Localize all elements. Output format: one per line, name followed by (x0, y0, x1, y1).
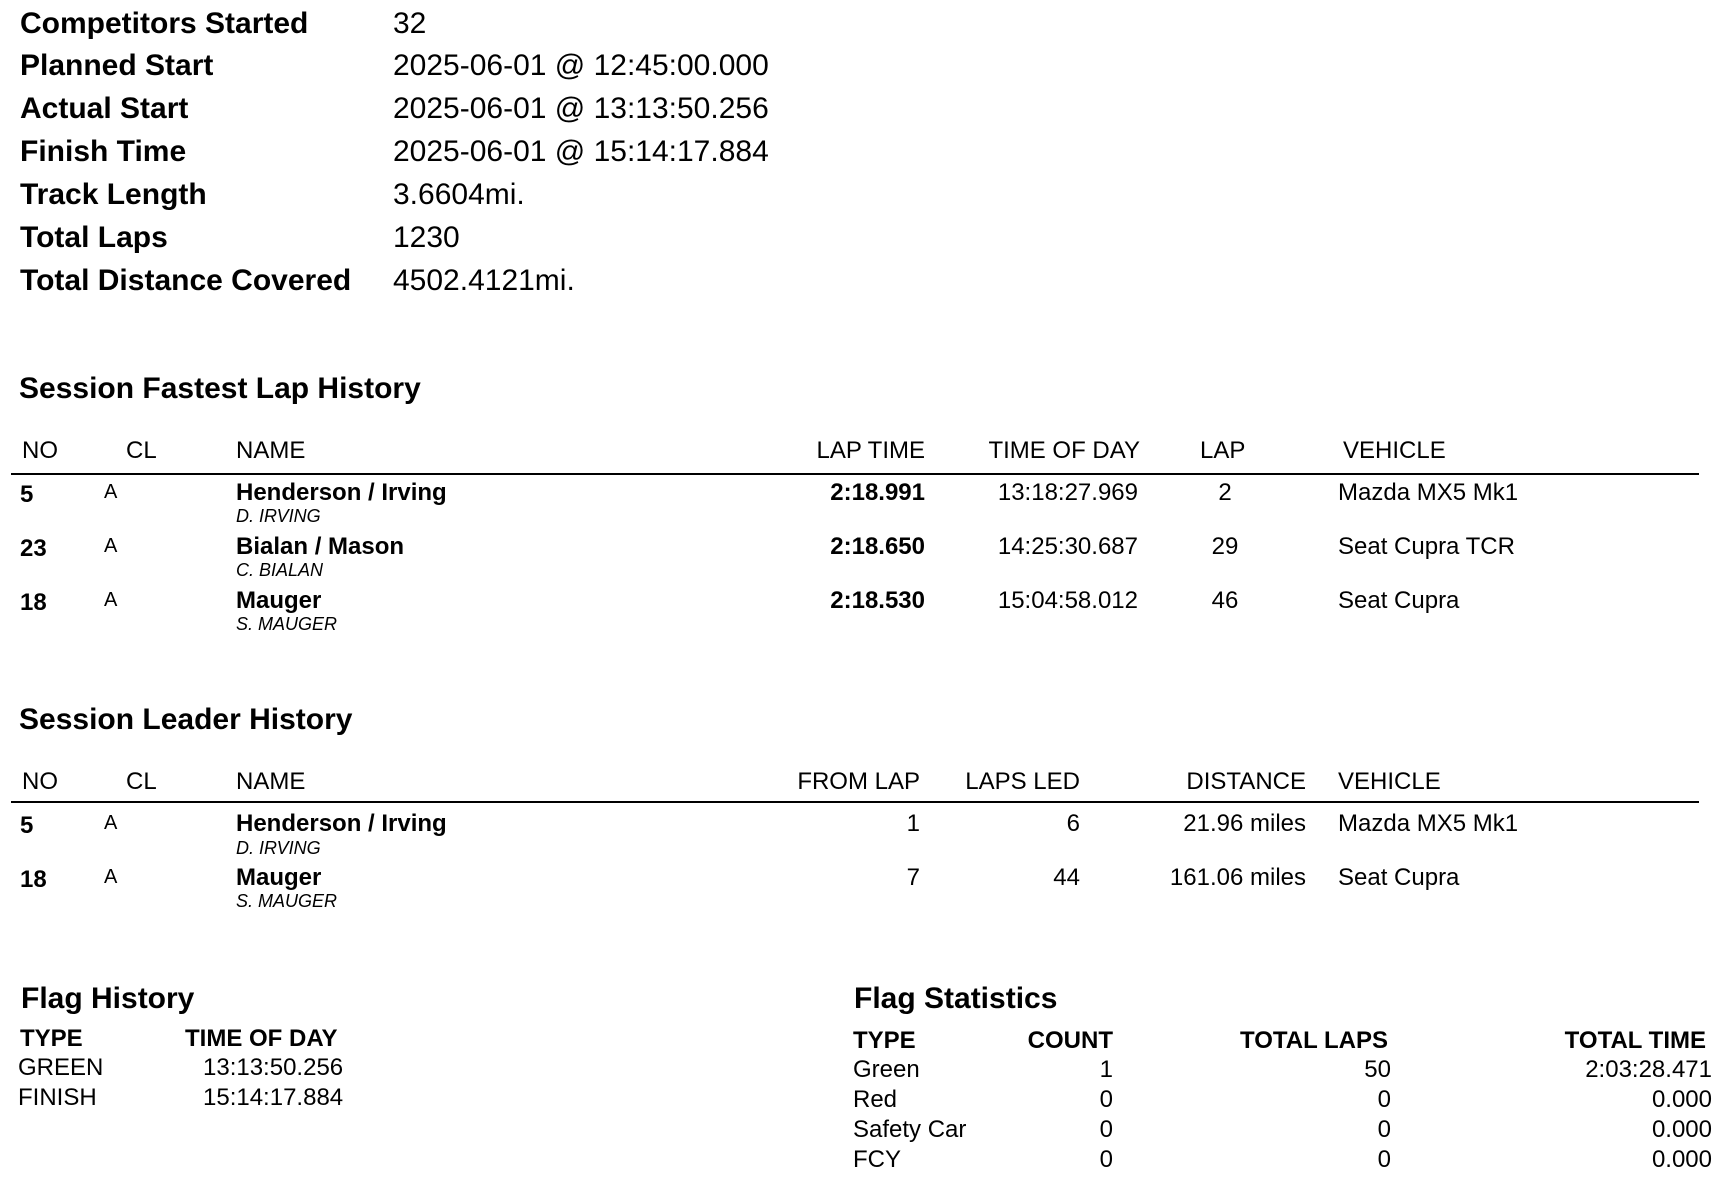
car-number: 18 (20, 866, 47, 893)
lap-number: 46 (1211, 587, 1239, 614)
flag-total-laps: 0 (1377, 1116, 1391, 1143)
lap-time: 2:18.650 (830, 533, 925, 560)
flag-type: FCY (853, 1146, 901, 1173)
section-title: Session Fastest Lap History (19, 372, 421, 405)
summary-label: Track Length (20, 178, 207, 211)
col-header-vehicle: VEHICLE (1343, 437, 1446, 464)
col-header-from-lap: FROM LAP (797, 768, 920, 795)
summary-label: Actual Start (20, 92, 189, 125)
car-class: A (104, 589, 118, 611)
col-header-vehicle: VEHICLE (1338, 768, 1441, 795)
summary-value: 2025-06-01 @ 13:13:50.256 (393, 92, 769, 125)
summary-label: Total Laps (20, 221, 168, 254)
summary-value: 32 (393, 7, 427, 40)
vehicle: Seat Cupra TCR (1338, 533, 1515, 560)
flag-time: 13:13:50.256 (203, 1054, 344, 1081)
flag-time: 15:14:17.884 (203, 1084, 344, 1111)
car-class: A (104, 866, 118, 888)
col-header-no: NO (22, 437, 58, 464)
team-name: Mauger (236, 864, 322, 891)
col-header-name: NAME (236, 437, 306, 464)
col-header-lap: LAP (1200, 437, 1246, 464)
flag-total-time: 2:03:28.471 (1585, 1056, 1712, 1083)
summary-value: 2025-06-01 @ 15:14:17.884 (393, 135, 769, 168)
col-header-total-time: TOTAL TIME (1564, 1027, 1706, 1054)
flag-type: Red (853, 1086, 898, 1113)
team-name: Bialan / Mason (236, 533, 405, 560)
vehicle: Mazda MX5 Mk1 (1338, 810, 1519, 837)
time-of-day: 15:04:58.012 (997, 587, 1138, 614)
flag-count: 0 (1099, 1086, 1113, 1113)
flag-count: 0 (1099, 1116, 1113, 1143)
summary-label: Total Distance Covered (20, 264, 352, 297)
header-rule (11, 801, 1699, 803)
lap-time: 2:18.991 (830, 479, 925, 506)
laps-led: 44 (1053, 864, 1080, 891)
laps-led: 6 (1066, 810, 1080, 837)
car-number: 18 (20, 589, 47, 616)
col-header-name: NAME (236, 768, 306, 795)
team-name: Henderson / Irving (236, 479, 447, 506)
col-header-count: COUNT (1027, 1027, 1113, 1054)
col-header-time-of-day: TIME OF DAY (988, 437, 1140, 464)
vehicle: Seat Cupra (1338, 587, 1460, 614)
vehicle: Mazda MX5 Mk1 (1338, 479, 1519, 506)
flag-count: 0 (1099, 1146, 1113, 1173)
col-header-type: TYPE (20, 1025, 83, 1052)
flag-total-laps: 0 (1377, 1146, 1391, 1173)
flag-type: GREEN (18, 1054, 104, 1081)
summary-value: 2025-06-01 @ 12:45:00.000 (393, 49, 769, 82)
distance: 161.06 miles (1169, 864, 1306, 891)
driver-name: D. IRVING (236, 506, 321, 526)
from-lap: 7 (906, 864, 920, 891)
col-header-lap-time: LAP TIME (816, 437, 925, 464)
car-class: A (104, 535, 118, 557)
col-header-total-laps: TOTAL LAPS (1239, 1027, 1388, 1054)
car-class: A (104, 481, 118, 503)
flag-total-time: 0.000 (1651, 1146, 1712, 1173)
time-of-day: 14:25:30.687 (997, 533, 1138, 560)
driver-name: C. BIALAN (236, 560, 324, 580)
section-title: Flag Statistics (854, 982, 1058, 1015)
driver-name: S. MAUGER (236, 891, 338, 911)
from-lap: 1 (906, 810, 920, 837)
summary-label: Finish Time (20, 135, 187, 168)
header-rule (11, 473, 1699, 475)
summary-value: 1230 (393, 221, 460, 254)
section-title: Session Leader History (19, 703, 353, 736)
driver-name: S. MAUGER (236, 614, 338, 634)
team-name: Henderson / Irving (236, 810, 447, 837)
car-number: 23 (20, 535, 47, 562)
flag-type: Green (853, 1056, 920, 1083)
flag-type: FINISH (18, 1084, 97, 1111)
flag-total-laps: 50 (1364, 1056, 1391, 1083)
summary-value: 3.6604mi. (393, 178, 525, 211)
lap-number: 29 (1211, 533, 1239, 560)
driver-name: D. IRVING (236, 838, 321, 858)
col-header-cl: CL (126, 768, 157, 795)
col-header-cl: CL (126, 437, 157, 464)
col-header-time-of-day: TIME OF DAY (185, 1025, 338, 1052)
distance: 21.96 miles (1183, 810, 1306, 837)
time-of-day: 13:18:27.969 (997, 479, 1138, 506)
col-header-no: NO (22, 768, 58, 795)
flag-total-laps: 0 (1377, 1086, 1391, 1113)
lap-number: 2 (1218, 479, 1232, 506)
flag-count: 1 (1099, 1056, 1113, 1083)
summary-label: Planned Start (20, 49, 214, 82)
lap-time: 2:18.530 (830, 587, 925, 614)
flag-total-time: 0.000 (1651, 1116, 1712, 1143)
vehicle: Seat Cupra (1338, 864, 1460, 891)
col-header-laps-led: LAPS LED (965, 768, 1080, 795)
team-name: Mauger (236, 587, 322, 614)
flag-total-time: 0.000 (1651, 1086, 1712, 1113)
summary-value: 4502.4121mi. (393, 264, 575, 297)
car-number: 5 (20, 481, 34, 508)
section-title: Flag History (21, 982, 195, 1015)
col-header-distance: DISTANCE (1186, 768, 1306, 795)
col-header-type: TYPE (853, 1027, 916, 1054)
car-class: A (104, 812, 118, 834)
summary-label: Competitors Started (20, 7, 309, 40)
car-number: 5 (20, 812, 34, 839)
flag-type: Safety Car (853, 1116, 967, 1143)
